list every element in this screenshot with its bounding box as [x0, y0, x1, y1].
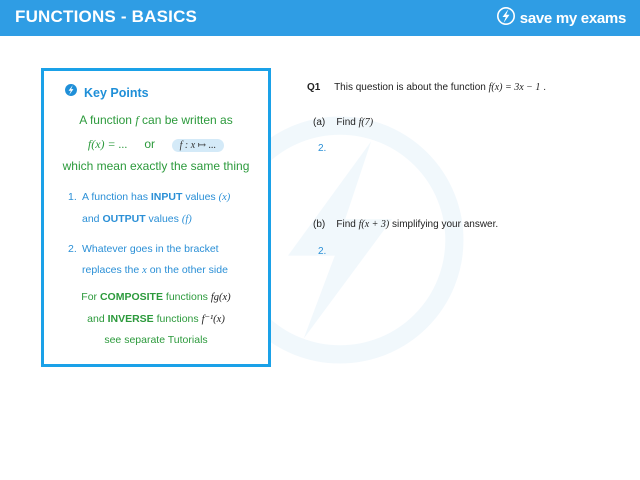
lightning-bolt-icon [496, 6, 516, 31]
part-b [313, 219, 498, 230]
footer-text: For [81, 291, 98, 303]
list-item-line [82, 264, 228, 276]
brand-name: save my exams [519, 9, 626, 27]
footer-bold: INVERSE [107, 313, 154, 325]
item-text: and [82, 213, 100, 225]
footer-bold: COMPOSITE [99, 291, 163, 303]
list-number: 1. [68, 191, 77, 203]
footer-text: and [87, 313, 105, 325]
brand-logo[interactable] [496, 7, 626, 29]
lightning-bolt-icon [64, 83, 78, 102]
answer-line-number: 2. [318, 246, 327, 257]
footer-tutorials: see separate Tutorials [104, 334, 208, 346]
key-points-title: Key Points [84, 85, 149, 100]
notation-mapping-pill: f : x ↦ ... [172, 139, 224, 152]
page-title: FUNCTIONS - BASICS [15, 7, 198, 26]
list-number: 2. [68, 243, 77, 255]
question-math: f(x) = 3x − 1 [488, 82, 541, 93]
part-label: (a) [313, 117, 326, 128]
question-end: . [543, 82, 546, 93]
question-text: This question is about the function [334, 82, 486, 93]
footer-text: functions [165, 291, 208, 303]
key-points-header [64, 83, 149, 102]
question-label: Q1 [307, 82, 321, 93]
item-bold: OUTPUT [102, 213, 146, 225]
list-item-line [82, 191, 230, 203]
item-text: values [148, 213, 179, 225]
item-text: on the other side [149, 264, 228, 276]
notation-line [44, 137, 268, 152]
item-math: (f) [181, 214, 192, 225]
item-text: replaces the [82, 264, 140, 276]
item-math: x [142, 265, 147, 276]
footer-composite [44, 291, 268, 303]
part-suffix: simplifying your answer. [392, 219, 499, 230]
footer-inverse [44, 313, 268, 325]
footer-math: fg(x) [210, 292, 231, 303]
notation-fx: f(x) = ... [87, 137, 128, 151]
part-text: Find [336, 219, 356, 230]
answer-line-number: 2. [318, 143, 327, 154]
footer-math: f⁻¹(x) [201, 314, 225, 325]
part-text: Find [336, 117, 356, 128]
item-text: A function has [82, 191, 148, 203]
part-math: f(x + 3) [358, 219, 390, 230]
item-math: (x) [218, 192, 231, 203]
part-a [313, 117, 373, 128]
intro-text-b: can be written as [142, 113, 233, 127]
header-bar [0, 0, 640, 36]
intro-f-symbol: f [135, 113, 139, 127]
item-bold: INPUT [150, 191, 183, 203]
same-thing-line: which mean exactly the same thing [62, 159, 250, 173]
item-text: values [185, 191, 216, 203]
intro-line [44, 113, 268, 128]
item-text: Whatever goes in the bracket [82, 243, 219, 255]
notation-or: or [144, 137, 155, 151]
footer-text: functions [156, 313, 199, 325]
part-math: f(7) [358, 117, 374, 128]
question-stem [307, 82, 546, 93]
key-points-panel [41, 68, 271, 367]
intro-text-a: A function [79, 113, 132, 127]
part-label: (b) [313, 219, 326, 230]
list-item-line [82, 213, 192, 225]
